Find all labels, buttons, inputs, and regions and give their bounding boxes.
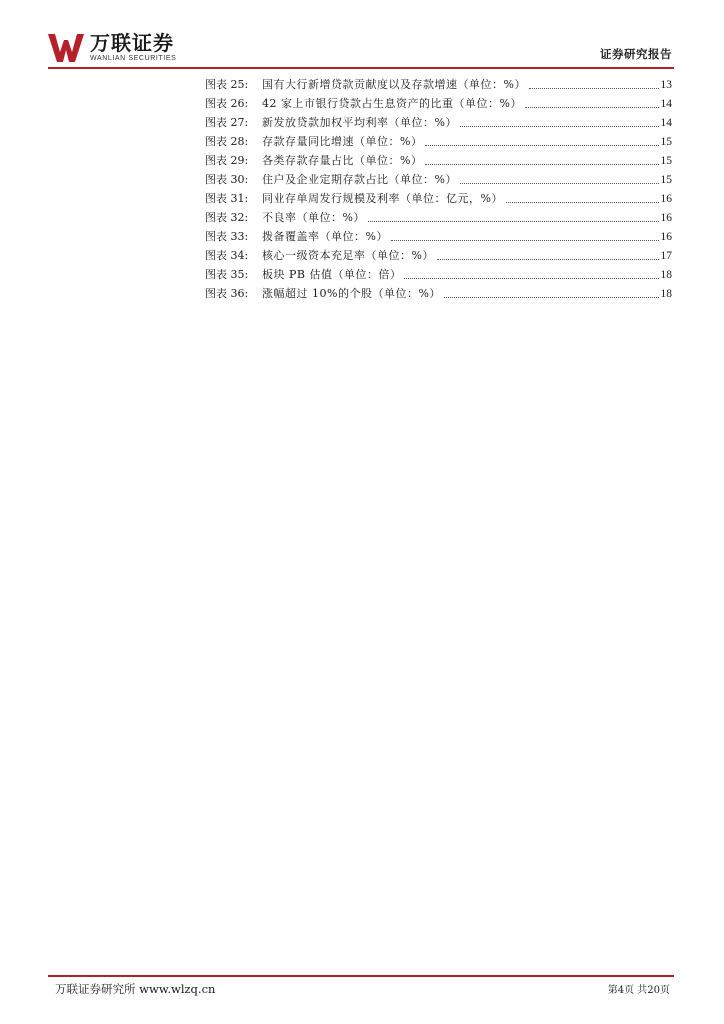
document-type: 证券研究报告 — [600, 47, 672, 61]
toc-entry-title: 板块 PB 估值（单位：倍） — [262, 268, 402, 281]
toc-leader-dots — [460, 183, 659, 184]
toc-entry-title: 核心一级资本充足率（单位：%） — [262, 249, 434, 262]
toc-entry-title: 住户及企业定期存款占比（单位：%） — [262, 173, 457, 186]
toc-leader-dots — [425, 145, 658, 146]
toc-leader-dots — [368, 221, 659, 222]
footer-divider — [48, 975, 674, 977]
toc-entry-title: 涨幅超过 10%的个股（单位：%） — [262, 287, 441, 300]
toc-leader-dots — [404, 278, 658, 279]
logo-english-name: WANLIAN SECURITIES — [90, 55, 177, 62]
toc-entry-label: 图表 27: — [205, 116, 249, 129]
toc-entry-label: 图表 32: — [205, 211, 249, 224]
toc-entry-page: 17 — [660, 250, 672, 262]
toc-leader-dots — [425, 164, 658, 165]
toc-entry-label: 图表 26: — [205, 97, 249, 110]
toc-entry[interactable] — [205, 94, 672, 113]
toc-leader-dots — [460, 126, 659, 127]
toc-entry[interactable] — [205, 246, 672, 265]
page-header — [48, 30, 674, 66]
logo-chinese-name: 万联证券 — [90, 31, 174, 55]
toc-entry-label: 图表 29: — [205, 154, 249, 167]
toc-entry[interactable] — [205, 151, 672, 170]
toc-entry-page: 18 — [660, 288, 672, 300]
toc-entry-label: 图表 35: — [205, 268, 249, 281]
toc-leader-dots — [506, 202, 659, 203]
toc-leader-dots — [437, 259, 659, 260]
toc-entry[interactable] — [205, 113, 672, 132]
toc-leader-dots — [391, 240, 659, 241]
toc-entry[interactable] — [205, 208, 672, 227]
wanlian-w-logo-icon — [48, 32, 86, 64]
toc-entry-label: 图表 28: — [205, 135, 249, 148]
toc-entry-title: 新发放贷款加权平均利率（单位：%） — [262, 116, 457, 129]
toc-entry-page: 16 — [660, 212, 672, 224]
figure-list — [205, 75, 672, 303]
toc-entry-title: 42 家上市银行贷款占生息资产的比重（单位：%） — [262, 97, 522, 110]
toc-entry-title: 各类存款存量占比（单位：%） — [262, 154, 423, 167]
toc-entry-title: 同业存单周发行规模及利率（单位：亿元，%） — [262, 192, 503, 205]
toc-leader-dots — [444, 297, 659, 298]
toc-entry-label: 图表 36: — [205, 287, 249, 300]
toc-entry[interactable] — [205, 132, 672, 151]
footer-source: 万联证券研究所 www.wlzq.cn — [55, 982, 216, 996]
toc-entry-title: 拨备覆盖率（单位：%） — [262, 230, 388, 243]
header-divider — [48, 67, 674, 69]
toc-entry[interactable] — [205, 265, 672, 284]
toc-entry-page: 14 — [660, 117, 672, 129]
toc-entry-title: 不良率（单位：%） — [262, 211, 365, 224]
toc-entry[interactable] — [205, 75, 672, 94]
logo-text — [90, 33, 176, 63]
toc-entry[interactable] — [205, 170, 672, 189]
company-logo — [48, 30, 176, 66]
toc-entry-page: 18 — [660, 269, 672, 281]
toc-leader-dots — [529, 88, 659, 89]
page-number: 第4页 共20页 — [607, 985, 670, 996]
toc-entry-page: 14 — [660, 98, 672, 110]
toc-entry-page: 13 — [660, 79, 672, 91]
toc-entry-title: 国有大行新增贷款贡献度以及存款增速（单位：%） — [262, 78, 526, 91]
toc-entry[interactable] — [205, 189, 672, 208]
toc-entry-label: 图表 33: — [205, 230, 249, 243]
toc-entry-title: 存款存量同比增速（单位：%） — [262, 135, 423, 148]
toc-entry-label: 图表 31: — [205, 192, 249, 205]
toc-entry[interactable] — [205, 284, 672, 303]
toc-leader-dots — [525, 107, 659, 108]
toc-entry[interactable] — [205, 227, 672, 246]
toc-entry-page: 15 — [660, 136, 672, 148]
toc-entry-page: 15 — [660, 155, 672, 167]
toc-entry-label: 图表 25: — [205, 78, 249, 91]
toc-entry-page: 16 — [660, 231, 672, 243]
toc-entry-page: 16 — [660, 193, 672, 205]
toc-entry-label: 图表 34: — [205, 249, 249, 262]
toc-entry-page: 15 — [660, 174, 672, 186]
toc-entry-label: 图表 30: — [205, 173, 249, 186]
